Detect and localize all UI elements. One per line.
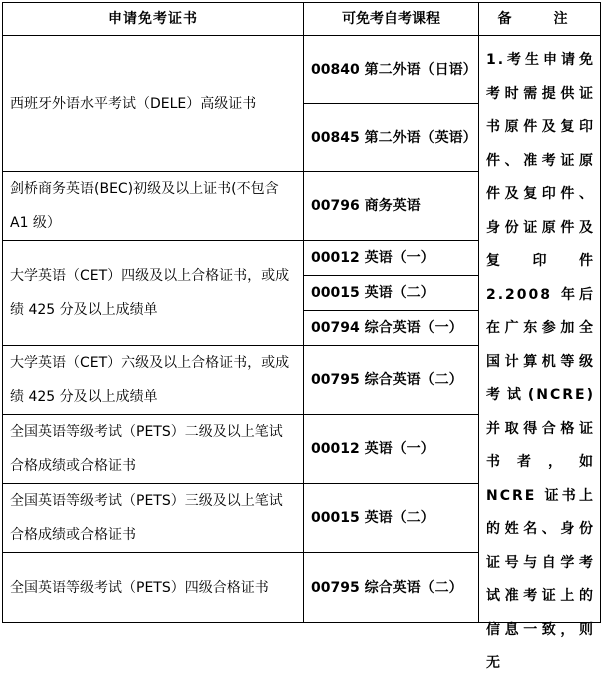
course-cell: 00795 综合英语（二） bbox=[304, 346, 479, 415]
course-cell: 00015 英语（二） bbox=[304, 484, 479, 553]
course-cell: 00795 综合英语（二） bbox=[304, 553, 479, 623]
course-cell: 00015 英语（二） bbox=[304, 276, 479, 311]
certificate-cell: 全国英语等级考试（PETS）四级合格证书 bbox=[3, 553, 304, 623]
exemption-table bbox=[2, 2, 601, 671]
course-cell: 00012 英语（一） bbox=[304, 241, 479, 276]
note-text: 1.考生申请免考时需提供证书原件及复印件、准考证原件及复印件、身份证原件及复印件 2.2008 年后在广东参加全国计算机等级考试(NCRE)并取得合格证书者，如 NCRE 证书上的姓名、身份证号与自学考试准考证上的信息一致，则无 bbox=[486, 52, 595, 671]
certificate-cell: 西班牙外语水平考试（DELE）高级证书 bbox=[3, 36, 304, 172]
certificate-cell: 大学英语（CET）六级及以上合格证书，或成绩 425 分及以上成绩单 bbox=[3, 346, 304, 415]
course-cell: 00796 商务英语 bbox=[304, 172, 479, 241]
certificate-cell: 剑桥商务英语(BEC)初级及以上证书(不包含 A1 级） bbox=[3, 172, 304, 241]
course-cell: 00794 综合英语（一） bbox=[304, 311, 479, 346]
header-row bbox=[3, 3, 601, 36]
header-course: 可免考自考课程 bbox=[304, 3, 479, 36]
certificate-cell: 大学英语（CET）四级及以上合格证书，或成绩 425 分及以上成绩单 bbox=[3, 241, 304, 346]
table-row bbox=[3, 36, 601, 104]
course-cell: 00012 英语（一） bbox=[304, 415, 479, 484]
course-cell: 00840 第二外语（日语） bbox=[304, 36, 479, 104]
certificate-cell: 全国英语等级考试（PETS）三级及以上笔试合格成绩或合格证书 bbox=[3, 484, 304, 553]
header-certificate: 申请免考证书 bbox=[3, 3, 304, 36]
certificate-cell: 全国英语等级考试（PETS）二级及以上笔试合格成绩或合格证书 bbox=[3, 415, 304, 484]
note-cell bbox=[479, 36, 601, 671]
header-note: 备 注 bbox=[479, 3, 601, 36]
course-cell: 00845 第二外语（英语） bbox=[304, 104, 479, 172]
